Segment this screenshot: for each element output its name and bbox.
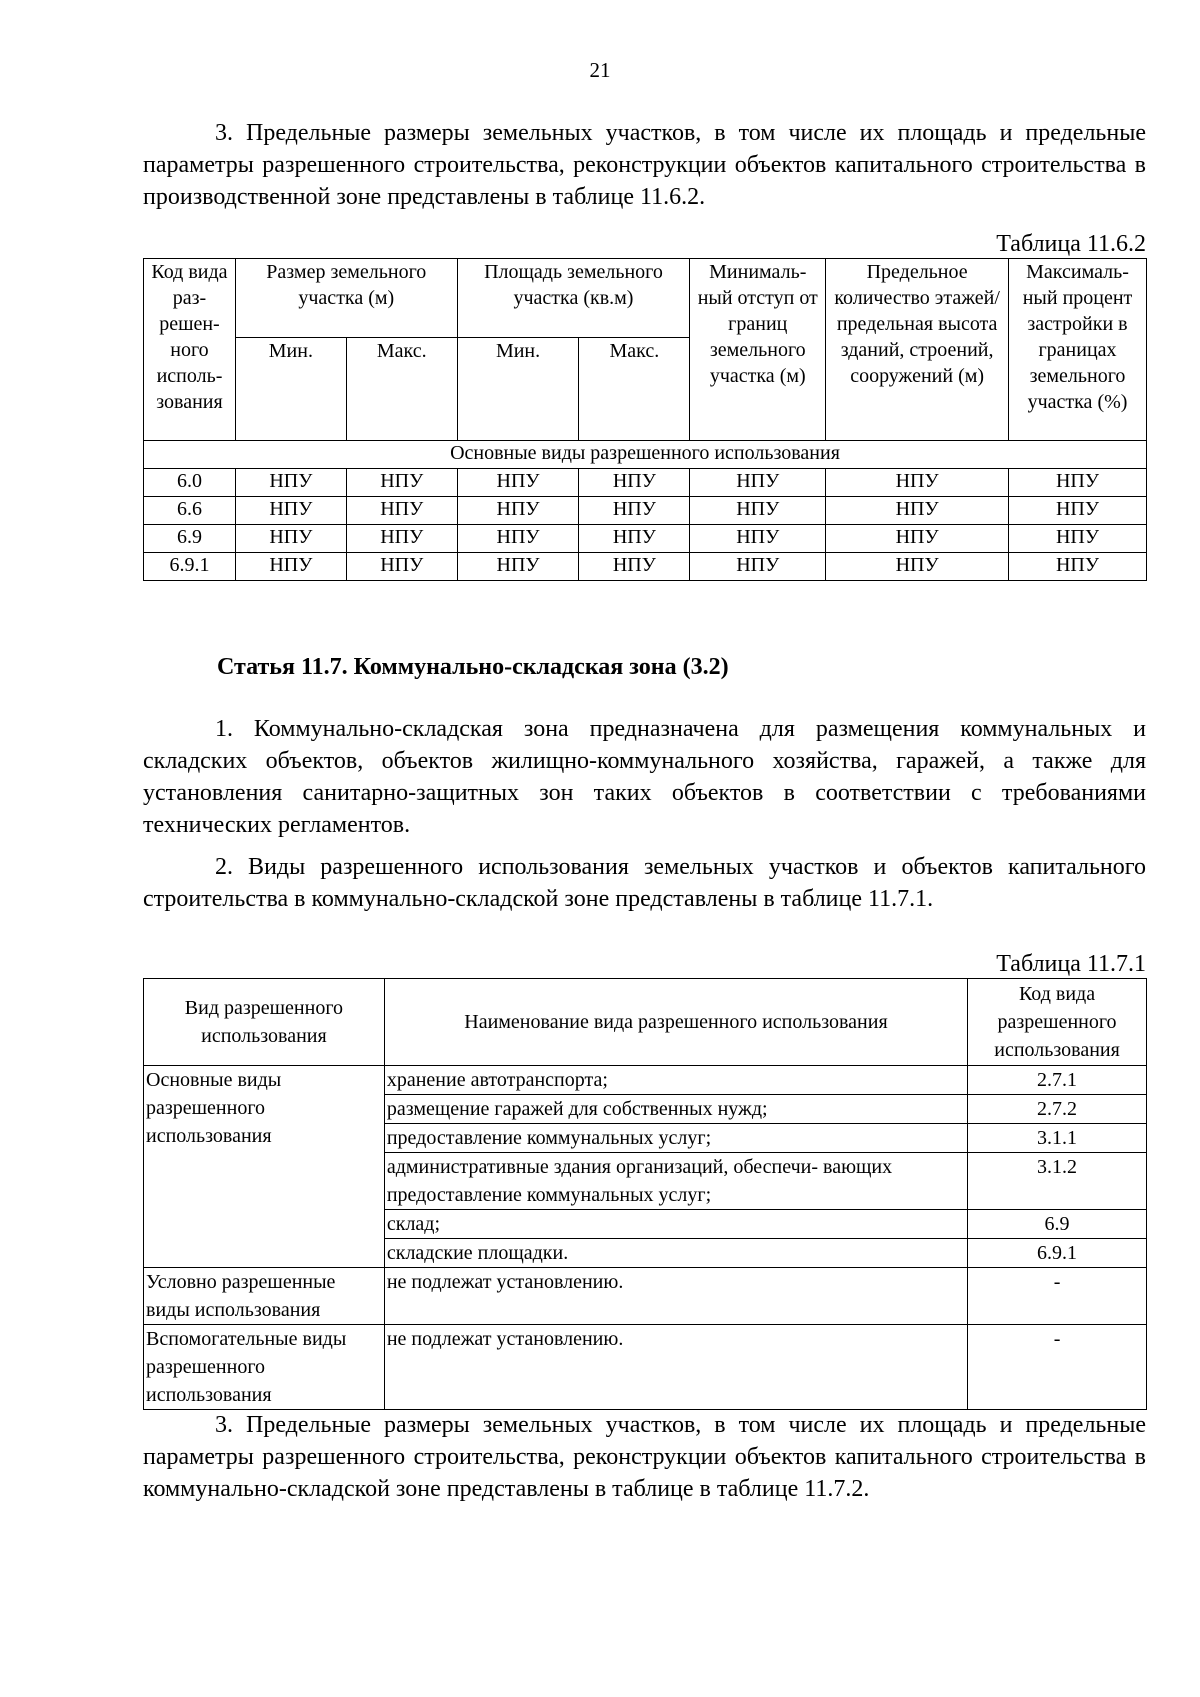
- use-code: -: [968, 1268, 1147, 1325]
- cell: НПУ: [346, 497, 457, 525]
- use-name: складские площадки.: [384, 1239, 967, 1268]
- row-code: 6.0: [144, 469, 236, 497]
- table-11-6-2: [143, 258, 1147, 581]
- paragraph-limits-production: [143, 117, 1146, 213]
- group-label-auxiliary: Вспомогательные виды разрешенного использования: [144, 1325, 385, 1410]
- table-row: [144, 1325, 1147, 1410]
- cell: НПУ: [457, 469, 579, 497]
- header-area-max: Макс.: [579, 338, 690, 441]
- cell: НПУ: [346, 553, 457, 581]
- row-code: 6.9: [144, 525, 236, 553]
- header-code: Код вида раз- решен- ного исполь- зования: [144, 259, 236, 441]
- table-row: [144, 1066, 1147, 1095]
- row-code: 6.6: [144, 497, 236, 525]
- cell: НПУ: [1009, 525, 1147, 553]
- cell: НПУ: [826, 525, 1009, 553]
- paragraph-permitted-uses: [143, 851, 1146, 915]
- use-name: предоставление коммунальных услуг;: [384, 1124, 967, 1153]
- cell: НПУ: [579, 497, 690, 525]
- table-row: [144, 525, 1147, 553]
- cell: НПУ: [690, 469, 826, 497]
- use-name: не подлежат установлению.: [384, 1268, 967, 1325]
- cell: НПУ: [1009, 469, 1147, 497]
- cell: НПУ: [235, 497, 346, 525]
- table-row: [144, 1268, 1147, 1325]
- use-name: склад;: [384, 1210, 967, 1239]
- table-row: [144, 553, 1147, 581]
- header-floors: Предельное количество этажей/ предельная высота зданий, строений, сооружений (м): [826, 259, 1009, 441]
- cell: НПУ: [235, 469, 346, 497]
- cell: НПУ: [1009, 553, 1147, 581]
- header-plot-size: Размер земельного участка (м): [235, 259, 457, 338]
- use-code: 3.1.2: [968, 1153, 1147, 1210]
- paragraph-text: 1. Коммунально-складская зона предназначена для размещения коммунальных и складских объектов, объектов жилищно-коммунального хозяйства, гаражей, а также для установления санитарно-защитных зон таких объектов в соответствии с требованиями технических регламентов.: [143, 716, 1146, 838]
- cell: НПУ: [826, 497, 1009, 525]
- header-area-min: Мин.: [457, 338, 579, 441]
- use-code: 2.7.2: [968, 1095, 1147, 1124]
- table-11-7-1: [143, 978, 1147, 1410]
- cell: НПУ: [826, 553, 1009, 581]
- table-row: [144, 469, 1147, 497]
- cell: НПУ: [690, 525, 826, 553]
- use-code: -: [968, 1325, 1147, 1410]
- header-plot-area: Площадь земельного участка (кв.м): [457, 259, 690, 338]
- header-code: Код вида разрешенного использования: [968, 979, 1147, 1066]
- group-label-conditional: Условно разрешенные виды использования: [144, 1268, 385, 1325]
- header-kind: Вид разрешенного использования: [144, 979, 385, 1066]
- header-size-max: Макс.: [346, 338, 457, 441]
- cell: НПУ: [235, 553, 346, 581]
- cell: НПУ: [579, 525, 690, 553]
- use-code: 6.9.1: [968, 1239, 1147, 1268]
- use-code: 2.7.1: [968, 1066, 1147, 1095]
- use-name: административные здания организаций, обеспечи- вающих предоставление коммунальных услуг;: [384, 1153, 967, 1210]
- cell: НПУ: [346, 469, 457, 497]
- cell: НПУ: [579, 469, 690, 497]
- cell: НПУ: [579, 553, 690, 581]
- cell: НПУ: [1009, 497, 1147, 525]
- cell: НПУ: [457, 497, 579, 525]
- cell: НПУ: [826, 469, 1009, 497]
- section-label: Основные виды разрешенного использования: [144, 441, 1147, 469]
- cell: НПУ: [346, 525, 457, 553]
- use-name: не подлежат установлению.: [384, 1325, 967, 1410]
- table-row: [144, 497, 1147, 525]
- paragraph-text: 2. Виды разрешенного использования земельных участков и объектов капитального строительства в коммунально-складской зоне представлены в таблице 11.7.1.: [143, 854, 1146, 912]
- row-code: 6.9.1: [144, 553, 236, 581]
- article-heading: Статья 11.7. Коммунально-складская зона (3.2): [217, 654, 729, 680]
- use-code: 6.9: [968, 1210, 1147, 1239]
- use-code: 3.1.1: [968, 1124, 1147, 1153]
- paragraph-text: 3. Предельные размеры земельных участков, в том числе их площадь и предельные параметры разрешенного строительства, реконструкции объектов капитального строительства в коммунально-складской зоне представлены в таблице в таблице 11.7.2.: [143, 1412, 1146, 1502]
- group-label-main: Основные виды разрешенного использования: [144, 1066, 385, 1268]
- header-setback: Минималь- ный отступ от границ земельного участка (м): [690, 259, 826, 441]
- header-name: Наименование вида разрешенного использования: [384, 979, 967, 1066]
- table-caption-11-7-1: Таблица 11.7.1: [996, 951, 1146, 977]
- page-number: 21: [589, 58, 611, 82]
- paragraph-text: 3. Предельные размеры земельных участков, в том числе их площадь и предельные параметры разрешенного строительства, реконструкции объектов капитального строительства в производственной зоне представлены в таблице 11.6.2.: [143, 120, 1146, 210]
- use-name: размещение гаражей для собственных нужд;: [384, 1095, 967, 1124]
- cell: НПУ: [690, 553, 826, 581]
- paragraph-limits-warehouse: [143, 1409, 1146, 1505]
- cell: НПУ: [235, 525, 346, 553]
- cell: НПУ: [457, 553, 579, 581]
- header-percent: Максималь- ный процент застройки в границах земельного участка (%): [1009, 259, 1147, 441]
- table-caption-11-6-2: Таблица 11.6.2: [996, 231, 1146, 257]
- cell: НПУ: [457, 525, 579, 553]
- header-size-min: Мин.: [235, 338, 346, 441]
- paragraph-zone-purpose: [143, 713, 1146, 841]
- use-name: хранение автотранспорта;: [384, 1066, 967, 1095]
- cell: НПУ: [690, 497, 826, 525]
